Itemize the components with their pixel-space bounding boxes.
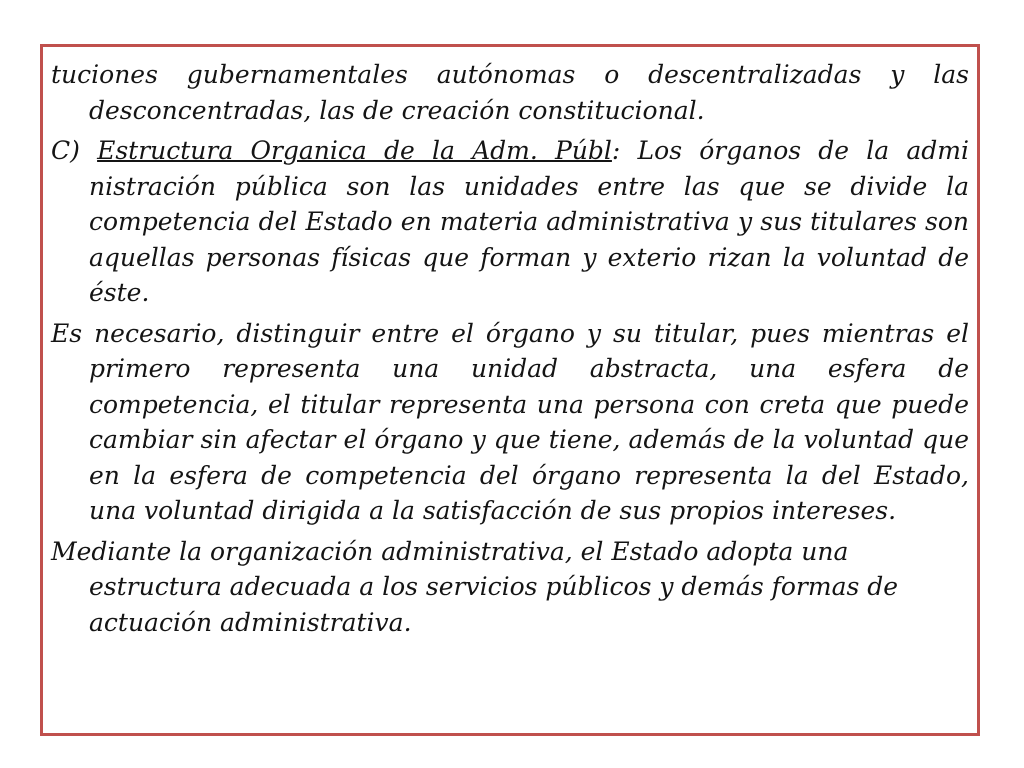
paragraph-text: : Los órganos de la admi nistración pública son las unidades entre las que se divide la competencia del Estado en materia administrativa y sus titulares son aquellas personas físicas que forman y exterio rizan la voluntad de éste. [89,136,969,307]
paragraph-continuation [51,57,969,128]
text-frame [40,44,980,736]
paragraph-structure [51,133,969,311]
paragraph-text: tuciones gubernamentales autónomas o descentralizadas y las desconcentradas, las de creación constitucional. [51,60,969,125]
paragraph-organization [51,534,969,641]
paragraph-text: Mediante la organización administrativa, el Estado adopta una estructura adecuada a los servicios públicos y demás formas de actuación administrativa. [51,536,899,637]
paragraph-organ-vs-holder [51,316,969,529]
paragraph-text: Es necesario, distinguir entre el órgano y su titular, pues mientras el primero representa una unidad abstracta, una esfera de competencia, el titular representa una persona con creta que puede cambiar sin afectar el órgano y que tiene, además de la voluntad que en la esfera de competencia del órgano representa la del Estado, una voluntad dirigida a la satisfacción de sus propios intereses. [51,318,969,525]
section-marker: C) [51,136,98,165]
section-heading: Estructura Organica de la Adm. Públ [97,136,612,165]
